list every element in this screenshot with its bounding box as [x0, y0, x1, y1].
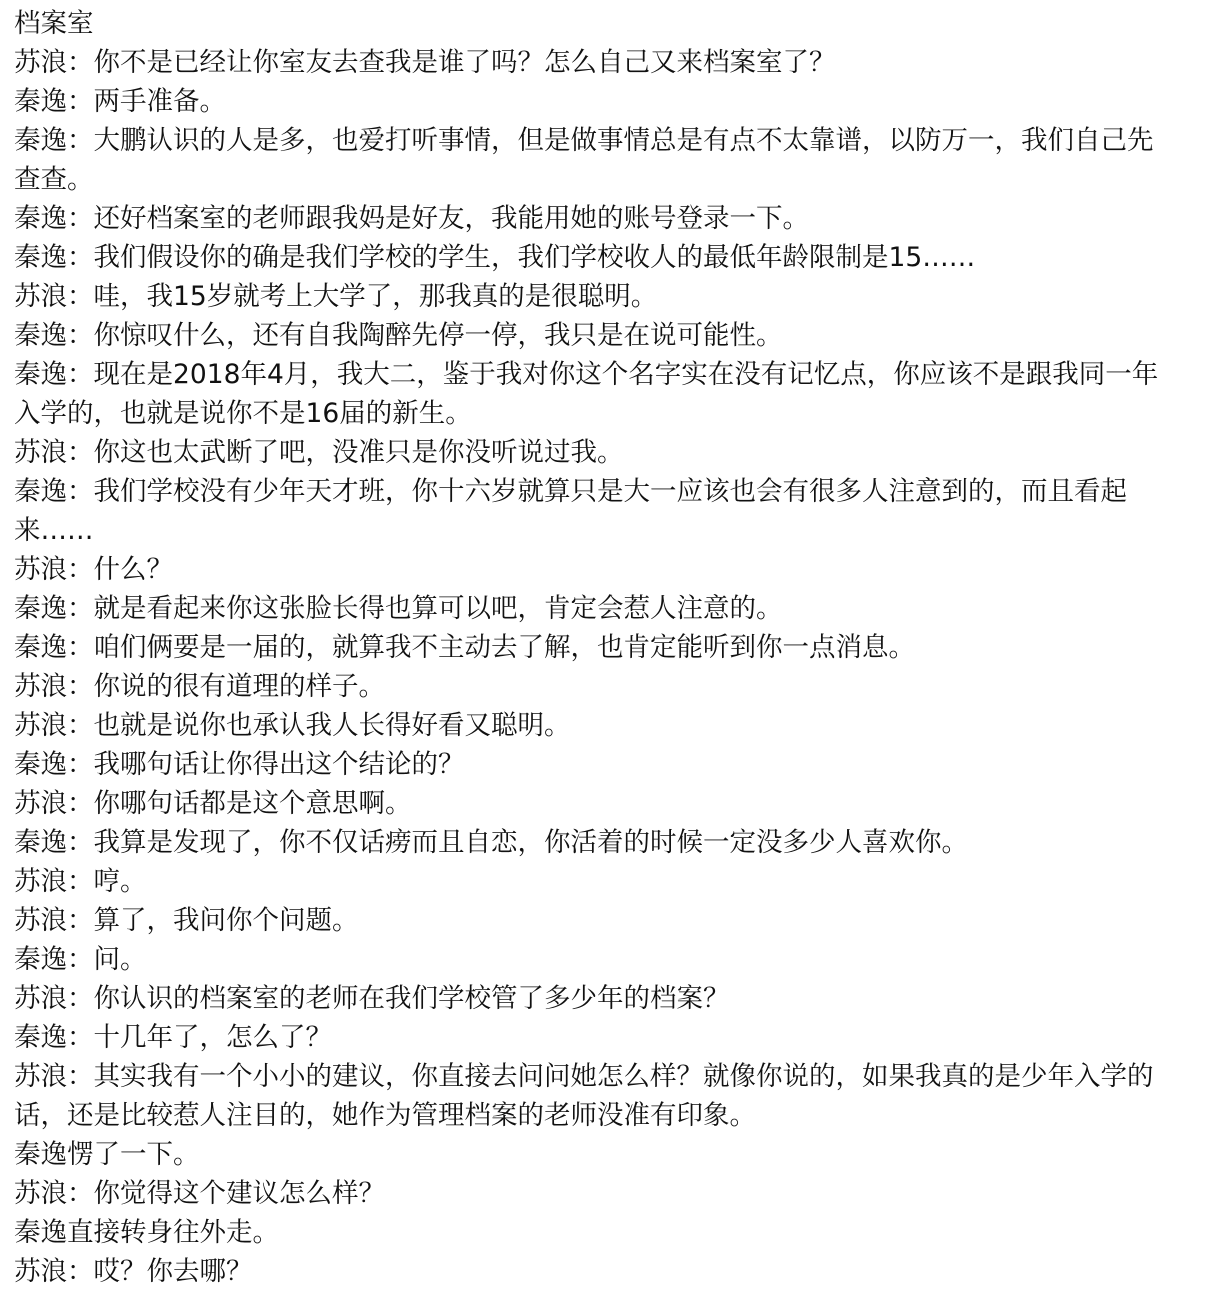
dialogue-line: 秦逸：现在是2018年4月，我大二，鉴于我对你这个名字实在没有记忆点，你应该不是跟我同一年入学的，也就是说你不是16届的新生。 [14, 359, 1159, 429]
dialogue-line: 秦逸：我们学校没有少年天才班，你十六岁就算只是大一应该也会有很多人注意到的，而且看起来…… [14, 476, 1127, 546]
dialogue-line: 秦逸：咱们俩要是一届的，就算我不主动去了解，也肯定能听到你一点消息。 [14, 632, 915, 663]
dialogue-line: 苏浪：哼。 [14, 866, 147, 897]
dialogue-line: 苏浪：其实我有一个小小的建议，你直接去问问她怎么样？就像你说的，如果我真的是少年入学的话，还是比较惹人注目的，她作为管理档案的老师没准有印象。 [14, 1061, 1154, 1131]
dialogue-line: 秦逸：我算是发现了，你不仅话痨而且自恋，你活着的时候一定没多少人喜欢你。 [14, 827, 968, 858]
dialogue-line: 苏浪：算了，我问你个问题。 [14, 905, 359, 936]
dialogue-line: 秦逸：问。 [14, 944, 147, 975]
dialogue-line: 苏浪：你哪句话都是这个意思啊。 [14, 788, 412, 819]
dialogue-line: 苏浪：你这也太武断了吧，没准只是你没听说过我。 [14, 437, 624, 468]
dialogue-line: 秦逸：大鹏认识的人是多，也爱打听事情，但是做事情总是有点不太靠谱，以防万一，我们自己先查查。 [14, 125, 1154, 195]
dialogue-line: 秦逸愣了一下。 [14, 1139, 200, 1170]
dialogue-line: 秦逸：我们假设你的确是我们学校的学生，我们学校收人的最低年龄限制是15…… [14, 242, 976, 273]
dialogue-line: 秦逸：还好档案室的老师跟我妈是好友，我能用她的账号登录一下。 [14, 203, 809, 234]
dialogue-line: 苏浪：什么？ [14, 554, 173, 585]
dialogue-line: 秦逸直接转身往外走。 [14, 1217, 279, 1248]
dialogue-line: 秦逸：你惊叹什么，还有自我陶醉先停一停，我只是在说可能性。 [14, 320, 783, 351]
dialogue-line: 秦逸：两手准备。 [14, 86, 226, 117]
dialogue-line: 秦逸：十几年了，怎么了？ [14, 1022, 332, 1053]
dialogue-line: 秦逸：我哪句话让你得出这个结论的？ [14, 749, 465, 780]
dialogue-line: 秦逸：就是看起来你这张脸长得也算可以吧，肯定会惹人注意的。 [14, 593, 783, 624]
dialogue-line: 苏浪：你认识的档案室的老师在我们学校管了多少年的档案？ [14, 983, 730, 1014]
dialogue-line: 苏浪：哇，我15岁就考上大学了，那我真的是很聪明。 [14, 281, 658, 312]
dialogue-line: 苏浪：哎？你去哪？ [14, 1256, 253, 1287]
dialogue-line: 苏浪：也就是说你也承认我人长得好看又聪明。 [14, 710, 571, 741]
document-title: 档案室 [14, 8, 94, 39]
dialogue-line: 苏浪：你不是已经让你室友去查我是谁了吗？怎么自己又来档案室了？ [14, 47, 836, 78]
dialogue-line: 苏浪：你觉得这个建议怎么样？ [14, 1178, 385, 1209]
dialogue-line: 苏浪：你说的很有道理的样子。 [14, 671, 385, 702]
